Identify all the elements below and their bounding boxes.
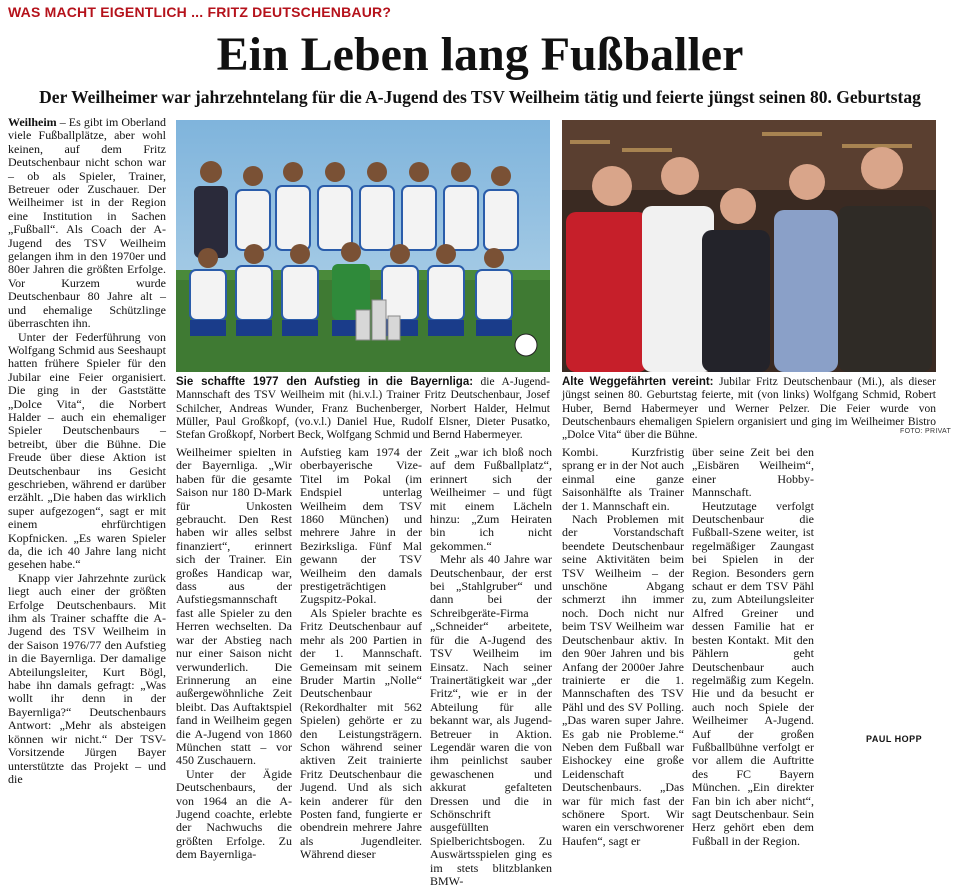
subhead: Der Weilheimer war jahrzehntelang für die A-Jugend des TSV Weilheim tätig und feierte jüngst seinen 80. Geburtstag [39, 87, 921, 107]
caption-title: Alte Weggefährten vereint: [562, 376, 714, 388]
caption-text: die A-Jugend-Mannschaft des TSV Weilheim mit (hi.v.l.) Trainer Fritz Deutschenbaur, Josef Schilcher, Andreas Wunder, Franz Buchenberger, Norbert Halder, Helmut Müller, Paul Großkopf, (vo.v.l.) Daniel Hue, Rudolf Elsner, Dieter Pusatko, Stefan Großkopf, Norbert Beck, Wolfgang Schmid und Bernd Habermeyer. [176, 376, 550, 442]
kicker: WAS MACHT EIGENTLICH ... FRITZ DEUTSCHENBAUR? [8, 4, 392, 20]
paragraph: Nach Problemen mit der Vorstandschaft beendete Deutschenbaur seine Aktivitäten beim TSV Weilheim – der unschöne Abgang schmerzt ihn immer noch. Doch nicht nur beim TSV Weilheim war Deutschenbaur aktiv. In den 90er Jahren und bis Anfang der 2000er Jahre trainierte er die 1. Mannschaften des TSV Pähl und des SV Polling. „Das waren super Jahre. Es gab nie Probleme.“ Neben dem Fußball war Eishockey eine große Leidenschaft Deutschenbaurs. „Das war für mich fast der schönere Sport. Wir waren ein verschworener Haufen“, sagt er [562, 512, 684, 848]
paragraph: Als Spieler brachte es Fritz Deutschenbaur auf mehr als 200 Partien in der 1. Mannschaft. Gemeinsam mit seinem Bruder Martin „Nolle“ Deutschenbaur (Rekordhalter mit 562 Spielen) gehörte er zu den Leistungsträgern. Schon während seiner aktiven Zeit trainierte Fritz Deutschenbaur die Jugend. Und als sich kein anderer für den Posten fand, fungierte er obendrein mehrere Jahre als Jugendleiter. Während dieser [300, 605, 422, 862]
paragraph: über seine Zeit bei den „Eisbären Weilheim“, einer Hobby-Mannschaft. [692, 445, 814, 500]
party-photo-caption [562, 376, 936, 442]
article-column-2 [176, 445, 292, 862]
photo-credit: FOTO: PRIVAT [900, 428, 952, 435]
paragraph [8, 116, 166, 331]
team-photo-1977 [176, 120, 550, 372]
party-photo-group [562, 120, 936, 372]
article-column-6 [692, 445, 814, 848]
headline: Ein Leben lang Fußballer [216, 28, 744, 81]
team-photo-caption [176, 376, 550, 442]
paragraph: Knapp vier Jahrzehnte zurück liegt auch einer der größten Erfolge Deutschenbaurs. Mit ihm als Trainer schaffte die A-Jugend des TSV Weilheim in der Saison 1976/77 den Aufstieg in die Bayernliga. Der damalige Abteilungsleiter, Kurt Bögl, habe ihn damals gefragt: „Was wollt ihr denn in der Bayernliga?“ Deutschenbaurs Antwort: „Mehr als absteigen können wir nicht.“ Der TSV-Vorsitzende Jürgen Bayer unterstützte das Projekt – und die [8, 570, 166, 786]
paragraph: Zeit „war ich bloß noch auf dem Fußballplatz“, erinnert sich der Weilheimer – und fügt mit einem Lächeln hinzu: „Zum Heiraten bin ich nicht gekommen.“ [430, 445, 552, 553]
paragraph: Kombi. Kurzfristig sprang er in der Not auch einmal eine ganze Saisonhälfte als Trainer der 1. Mannschaft ein. [562, 445, 684, 513]
paragraph: Mehr als 40 Jahre war Deutschenbaur, der erst bei „Stahlgruber“ und dann bei der Schreibgeräte-Firma „Schneider“ arbeitete, für die A-Jugend des TSV Weilheim im Einsatz. Nach seiner Trainertätigkeit war „der Fritz“, wie er in der Abteilung für alle bekannt war, als Jugend-Betreuer in Aktion. Legendär waren die von ihm peinlichst sauber gewaschenen und akkurat gefalteten Dressen und die in Schönschrift ausgefüllten Spielberichtsbogen. Zu Auswärtsspielen ging es im stets blitzblanken BMW- [430, 552, 552, 888]
caption-title: Sie schaffte 1977 den Aufstieg in die Bayernliga: [176, 376, 474, 388]
paragraph: Unter der Ägide Deutschenbaurs, der von 1964 an die A-Jugend coachte, erlebte der Nachwuchs die größten Erfolge. Zu dem Bayernliga- [176, 766, 292, 862]
dateline: Weilheim [8, 115, 57, 129]
article-column-4 [430, 445, 552, 888]
article-column-5 [562, 445, 684, 848]
author-byline: PAUL HOPP [866, 734, 923, 744]
article-column-3 [300, 445, 422, 862]
paragraph: Weilheimer spielten in der Bayernliga. „Wir haben für die gesamte Saison nur 180 D-Mark für Unkosten gebraucht. Den Rest haben wir alles selbst finanziert“, erinnert sich der Trainer. Ein großes Handicap war, dass aus der Aufstiegsmannschaft fast alle Spieler zu den Herren wechselten. Da war der Abstieg nach nur einer Saison nicht verwunderlich. Die Erinnerung an eine außergewöhnliche Zeit bleibt. Das Auftaktspiel fand in Weilheim gegen die A-Jugend von 1860 München statt – vor 450 Zuschauern. [176, 445, 292, 768]
paragraph: Unter der Federführung von Wolfgang Schmid aus Seeshaupt hatten frühere Spieler für den Jubilar eine Feier organisiert. Die ging in der Gaststätte „Dolce Vita“, die Norbert Halder – auch ein ehemaliger Spieler Deutschenbaurs – betreibt, über die Bühne. Die Freude über diese Aktion ist Deutschenbaur ins Gesicht geschrieben, während er darüber erzählt. „Die haben das wirklich super aufgezogen“, sagt er mit einem ehrfürchtigen Kopfnicken. „Es waren Spieler da, die ich 40 Jahre lang nicht gesehen habe.“ [8, 329, 166, 572]
article-column-1 [8, 115, 166, 786]
paragraph-text: – Es gibt im Oberland viele Fußballplätze, aber wohl keinen, auf dem Fritz Deutschenbaur nicht schon war – ob als Spieler, Trainer, Betreuer oder Zuschauer. Der Weilheimer ist in der Region eine Institution in Sachen „Fußball“. Als Coach der A-Jugend des TSV Weilheim gelangen ihm in den 1970er und 80er Jahren die größten Erfolge. Vor Kurzem wurde Deutschenbaur 80 Jahre alt – und ehemalige Schützlinge überraschten ihn. [8, 115, 166, 331]
paragraph: Aufstieg kam 1974 der oberbayerische Vize-Titel im Pokal (im Endspiel unterlag Weilheim dem TSV 1860 München) und mehrere Jahre in der Bezirksliga. Fünf Mal gewann der TSV Weilheim den damals prestigeträchtigen Zugspitz-Pokal. [300, 445, 422, 607]
caption-text: Jubilar Fritz Deutschenbaur (Mi.), als dieser jüngst seinen 80. Geburtstag feierte, mit (von links) Wolfgang Schmid, Robert Huber, Bernd Habermeyer und Werner Pelzer. Die Feier wurde von Deutschenbaurs ehemaligen Spielern organisiert und ging im Weilheimer Bistro „Dolce Vita“ über die Bühne. [562, 376, 936, 442]
paragraph: Heutzutage verfolgt Deutschenbaur die Fußball-Szene weiter, ist regelmäßiger Zaungast bei Spielen in der Region. Besonders gern schaut er dem TSV Pähl zu, zum Abteilungsleiter Alfred Greiner und dessen Familie hat er besten Kontakt. Mit den Pählern geht Deutschenbaur auch regelmäßig zum Kegeln. Hie und da besucht er auch noch Spiele der Weilheimer A-Jugend. Auf der großen Fußballbühne verfolgt er vor allem die Auftritte des FC Bayern München. „Ein direkter Fan bin ich aber nicht“, sagt Deutschenbaur. Sein Herz gehört eben dem Fußball in der Region. [692, 498, 814, 848]
